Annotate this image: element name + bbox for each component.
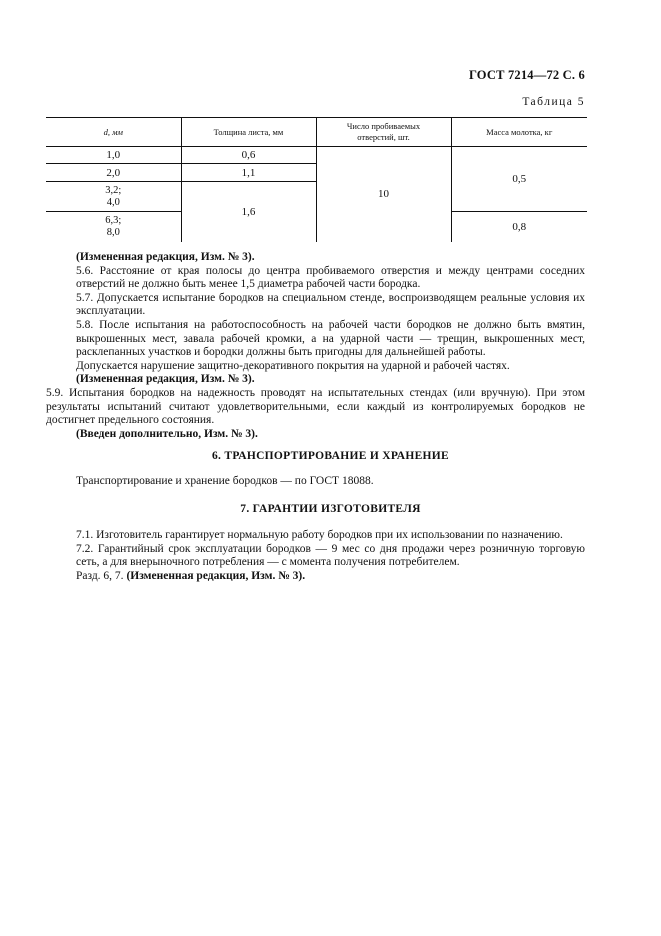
table-caption: Таблица 5 bbox=[522, 96, 585, 108]
paragraph-7-1: 7.1. Изготовитель гарантирует нормальную работу бородков при их использовании по назначению. bbox=[76, 529, 563, 541]
note-change: (Измененная редакция, Изм. № 3). bbox=[76, 251, 255, 263]
note-added: (Введен дополнительно, Изм. № 3). bbox=[76, 427, 258, 440]
table-cell: 0,6 bbox=[181, 147, 316, 164]
col-header-holes: Число пробиваемых отверстий, шт. bbox=[316, 118, 451, 147]
table-cell-line: 8,0 bbox=[106, 226, 120, 238]
section-7-text bbox=[76, 529, 585, 583]
paragraph-5-7: 5.7. Допускается испытание бородков на специальном стенде, воспроизводящем реальные условия их эксплуатации. bbox=[76, 291, 585, 318]
col-header-mass: Масса молотка, кг bbox=[451, 118, 587, 147]
section-7-title: 7. ГАРАНТИИ ИЗГОТОВИТЕЛЯ bbox=[240, 503, 421, 515]
paragraph-5-8-note: Допускается нарушение защитно-декоративного покрытия на ударной и рабочей частях. bbox=[76, 359, 510, 372]
final-note-prefix: Разд. 6, 7. bbox=[76, 569, 127, 582]
final-note-bold: (Измененная редакция, Изм. № 3). bbox=[126, 569, 306, 582]
col-header-thickness: Толщина листа, мм bbox=[181, 118, 316, 147]
final-note bbox=[76, 570, 585, 584]
page-header: ГОСТ 7214—72 С. 6 bbox=[468, 68, 585, 82]
paragraph-5-9: 5.9. Испытания бородков на надежность проводят на испытательных стендах (или вручную). При этом результаты испытаний считают удовлетворительными, если каждый из контролируемых бородков не достигнет предельного состояния. bbox=[46, 386, 585, 427]
table-cell-line: 3,2; bbox=[105, 184, 122, 196]
table-cell-holes: 10 bbox=[316, 147, 451, 242]
col-header-d: d, мм bbox=[46, 118, 181, 147]
paragraph-5-8: 5.8. После испытания на работоспособность на рабочей части бородков не должно быть вмятин, выкрошенных мест, завала рабочей кромки, а на ударной части — трещин, выкрошенных мест, расклепанных участков и бородки должны быть пригодны для дальнейшей работы. bbox=[76, 318, 585, 359]
paragraph-7-2: 7.2. Гарантийный срок эксплуатации бородков — 9 мес со дня продажи через розничную торговую сеть, а для внерыночного потребления — с момента получения потребителем. bbox=[76, 542, 585, 569]
section-6-title: 6. ТРАНСПОРТИРОВАНИЕ И ХРАНЕНИЕ bbox=[212, 450, 449, 462]
table-cell-line: 6,3; bbox=[105, 214, 122, 226]
table-cell bbox=[46, 182, 181, 212]
body-text bbox=[46, 251, 585, 441]
table-cell-mass: 0,8 bbox=[512, 220, 527, 233]
table-cell bbox=[46, 212, 181, 242]
table-cell-mass: 0,5 bbox=[451, 147, 587, 212]
note-change: (Измененная редакция, Изм. № 3). bbox=[76, 373, 255, 386]
section-6-text: Транспортирование и хранение бородков — по ГОСТ 18088. bbox=[76, 475, 374, 487]
table-cell: 2,0 bbox=[46, 164, 181, 182]
table-cell-line: 4,0 bbox=[106, 196, 120, 208]
table-cell: 1,0 bbox=[46, 147, 181, 164]
paragraph-5-6: 5.6. Расстояние от края полосы до центра пробиваемого отверстия и между центрами соседних отверстий не должно быть менее 1,5 диаметра рабочей части бородка. bbox=[76, 264, 585, 291]
table-cell: 1,6 bbox=[181, 182, 316, 242]
table-5 bbox=[46, 117, 587, 242]
table-cell: 1,1 bbox=[181, 164, 316, 182]
